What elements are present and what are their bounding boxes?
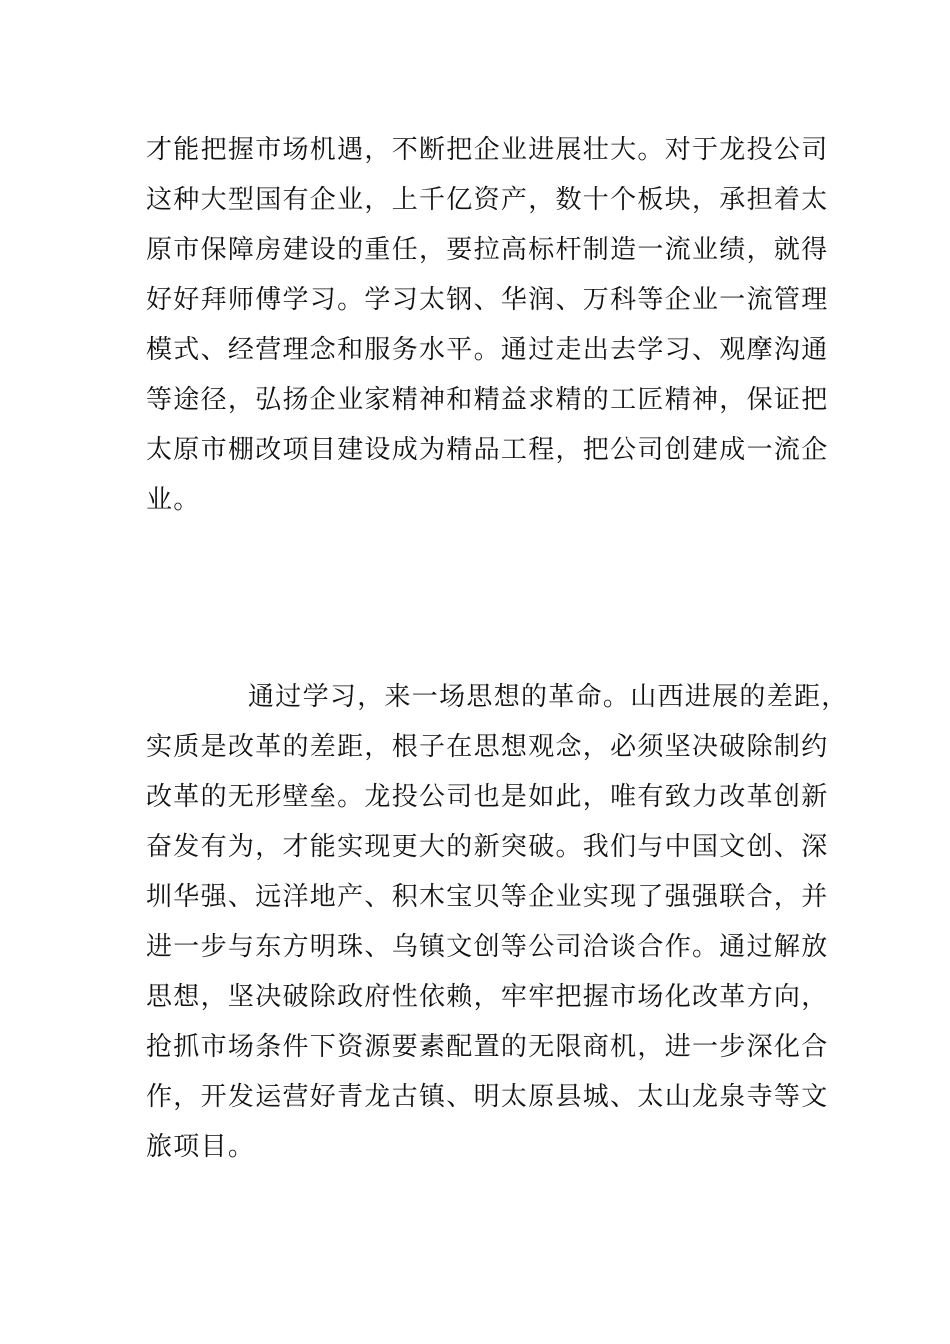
paragraph-line: 改革的无形壁垒。龙投公司也是如此，唯有致力改革创新 [146, 782, 829, 812]
paragraph-2 [146, 672, 849, 1172]
paragraph-line: 这种大型国有企业，上千亿资产，数十个板块，承担着太 [146, 185, 829, 215]
paragraph-line: 等途径，弘扬企业家精神和精益求精的工匠精神，保证把 [146, 385, 829, 415]
paragraph-line: 奋发有为，才能实现更大的新突破。我们与中国文创、深 [146, 832, 829, 862]
paragraph-line: 旅项目。 [146, 1132, 256, 1162]
paragraph-1 [146, 125, 846, 525]
paragraph-line: 原市保障房建设的重任，要拉高标杆制造一流业绩，就得 [146, 235, 829, 265]
paragraph-line: 作，开发运营好青龙古镇、明太原县城、太山龙泉寺等文 [146, 1082, 829, 1112]
paragraph-first-line: 通过学习，来一场思想的革命。山西进展的差距， [248, 682, 849, 712]
paragraph-line: 抢抓市场条件下资源要素配置的无限商机，进一步深化合 [146, 1032, 829, 1062]
paragraph-line: 太原市棚改项目建设成为精品工程，把公司创建成一流企 [146, 435, 829, 465]
paragraph-line: 好好拜师傅学习。学习太钢、华润、万科等企业一流管理 [146, 285, 829, 315]
paragraph-line: 圳华强、远洋地产、积木宝贝等企业实现了强强联合，并 [146, 882, 829, 912]
paragraph-line: 业。 [146, 485, 201, 515]
paragraph-line: 模式、经营理念和服务水平。通过走出去学习、观摩沟通 [146, 335, 829, 365]
paragraph-line: 思想，坚决破除政府性依赖，牢牢把握市场化改革方向， [146, 982, 829, 1012]
paragraph-line: 进一步与东方明珠、乌镇文创等公司洽谈合作。通过解放 [146, 932, 829, 962]
paragraph-line: 实质是改革的差距，根子在思想观念，必须坚决破除制约 [146, 732, 829, 762]
paragraph-line: 才能把握市场机遇，不断把企业进展壮大。对于龙投公司 [146, 135, 829, 165]
